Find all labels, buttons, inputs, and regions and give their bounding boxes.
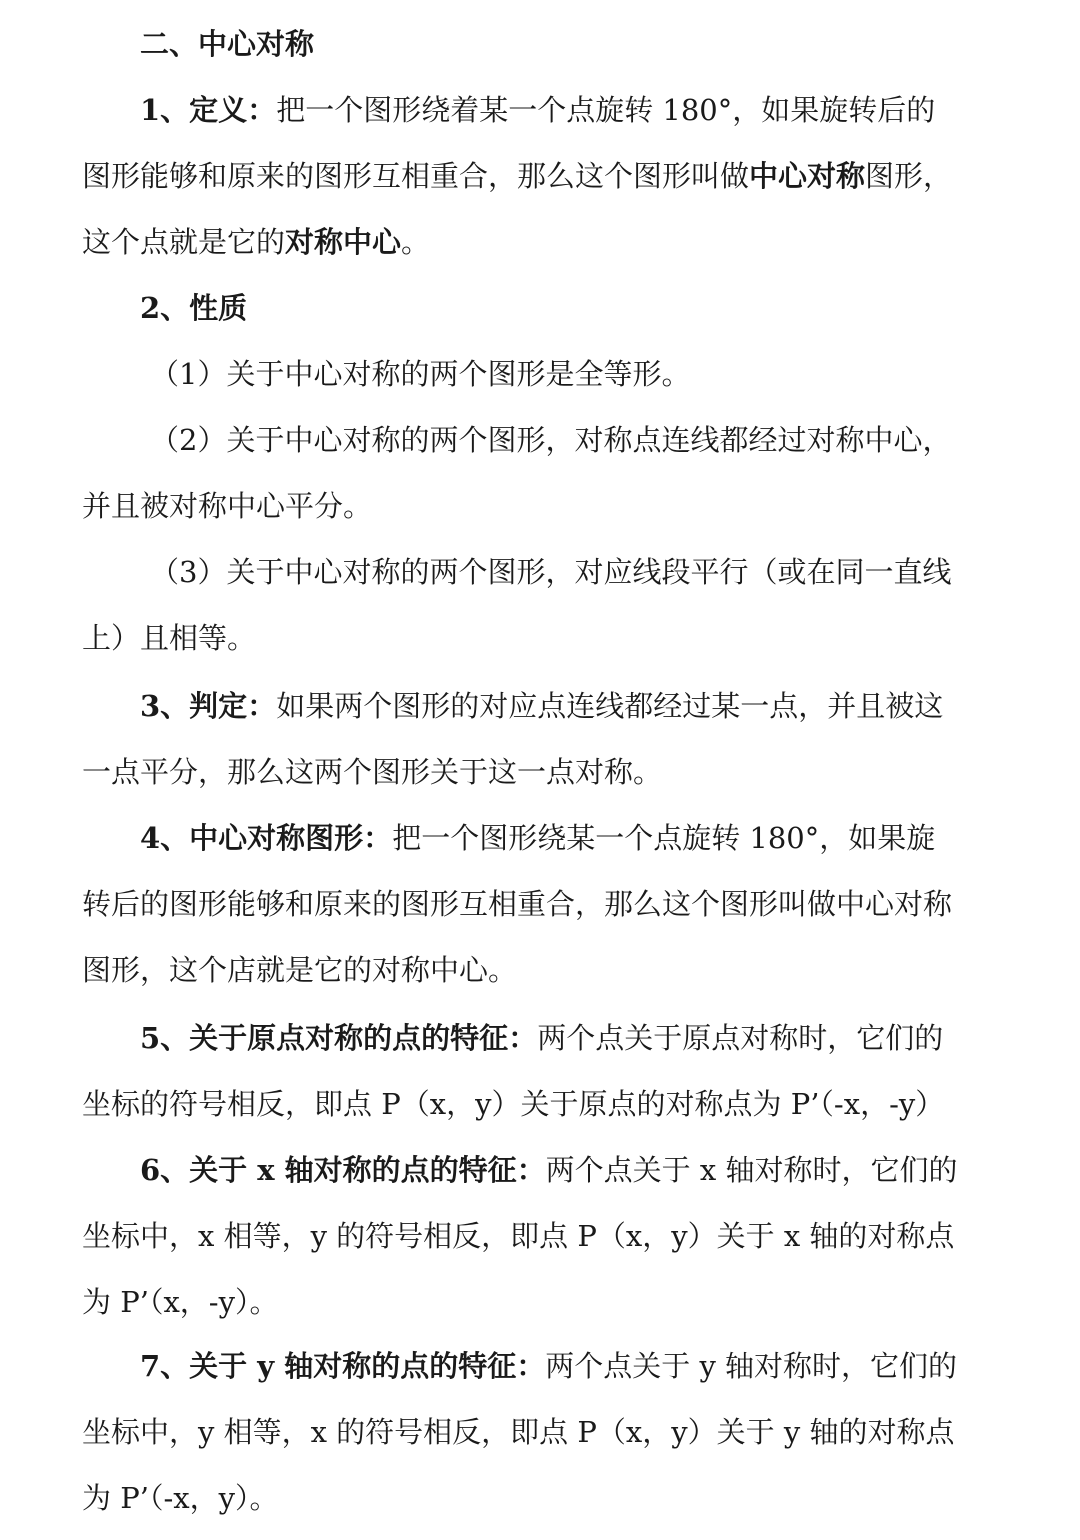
text-span: 图形能够和原来的图形互相重合，那么这个图形叫做: [82, 159, 750, 193]
definition-label: 1、定义：: [140, 93, 277, 127]
properties-heading: 2、性质: [140, 291, 248, 325]
text-span: 这个点就是它的: [82, 225, 286, 259]
text-span: 两个点关于原点对称时，它们的: [537, 1021, 944, 1055]
origin-symmetry-label: 5、关于原点对称的点的特征：: [140, 1021, 538, 1055]
property-2-line-1: （2）关于中心对称的两个图形，对称点连线都经过对称中心，: [150, 423, 952, 457]
property-3-line-2: 上）且相等。: [82, 621, 257, 655]
central-figure-label: 4、中心对称图形：: [140, 821, 393, 855]
x-axis-symmetry-line-2: 坐标中，x 相等，y 的符号相反，即点 P（x，y）关于 x 轴的对称点: [82, 1219, 955, 1253]
term-symmetry-center: 对称中心: [285, 225, 402, 259]
property-2-line-2: 并且被对称中心平分。: [82, 489, 373, 523]
determination-label: 3、判定：: [140, 689, 277, 723]
text-span: 图形，: [865, 159, 953, 193]
determination-line-2: 一点平分，那么这两个图形关于这一点对称。: [82, 755, 663, 789]
y-axis-symmetry-label: 7、关于 y 轴对称的点的特征：: [140, 1349, 546, 1383]
x-axis-symmetry-line-3: 为 P’（x，-y）。: [82, 1285, 279, 1319]
central-figure-line-1: [140, 818, 1030, 858]
property-3-line-1: （3）关于中心对称的两个图形，对应线段平行（或在同一直线: [150, 555, 952, 589]
origin-symmetry-line-2: 坐标的符号相反，即点 P（x，y）关于原点的对称点为 P’（-x，-y）: [82, 1087, 945, 1121]
text-span: 两个点关于 y 轴对称时，它们的: [545, 1349, 958, 1383]
text-span: 如果两个图形的对应点连线都经过某一点，并且被这: [276, 689, 944, 723]
definition-text: 把一个图形绕着某一个点旋转 180°，如果旋转后的: [276, 93, 936, 127]
origin-symmetry-line-1: [140, 1018, 1030, 1058]
determination-line-1: [140, 686, 1030, 726]
text-span: 。: [401, 225, 431, 259]
y-axis-symmetry-line-3: 为 P’（-x，y）。: [82, 1481, 279, 1515]
x-axis-symmetry-label: 6、关于 x 轴对称的点的特征：: [140, 1153, 546, 1187]
section-heading: 二、中心对称: [140, 27, 315, 61]
y-axis-symmetry-line-2: 坐标中，y 相等，x 的符号相反，即点 P（x，y）关于 y 轴的对称点: [82, 1415, 955, 1449]
text-span: 两个点关于 x 轴对称时，它们的: [545, 1153, 958, 1187]
definition-line-2: [82, 156, 972, 196]
central-figure-line-3: 图形，这个店就是它的对称中心。: [82, 953, 518, 987]
definition-line-3: [82, 222, 972, 262]
definition-line-1: [140, 90, 1030, 130]
text-span: 把一个图形绕某一个点旋转 180°，如果旋: [392, 821, 936, 855]
term-central-symmetry: 中心对称: [749, 159, 866, 193]
central-figure-line-2: 转后的图形能够和原来的图形互相重合，那么这个图形叫做中心对称: [82, 887, 953, 921]
property-1: （1）关于中心对称的两个图形是全等形。: [150, 357, 691, 391]
y-axis-symmetry-line-1: [140, 1346, 1030, 1386]
x-axis-symmetry-line-1: [140, 1150, 1030, 1190]
